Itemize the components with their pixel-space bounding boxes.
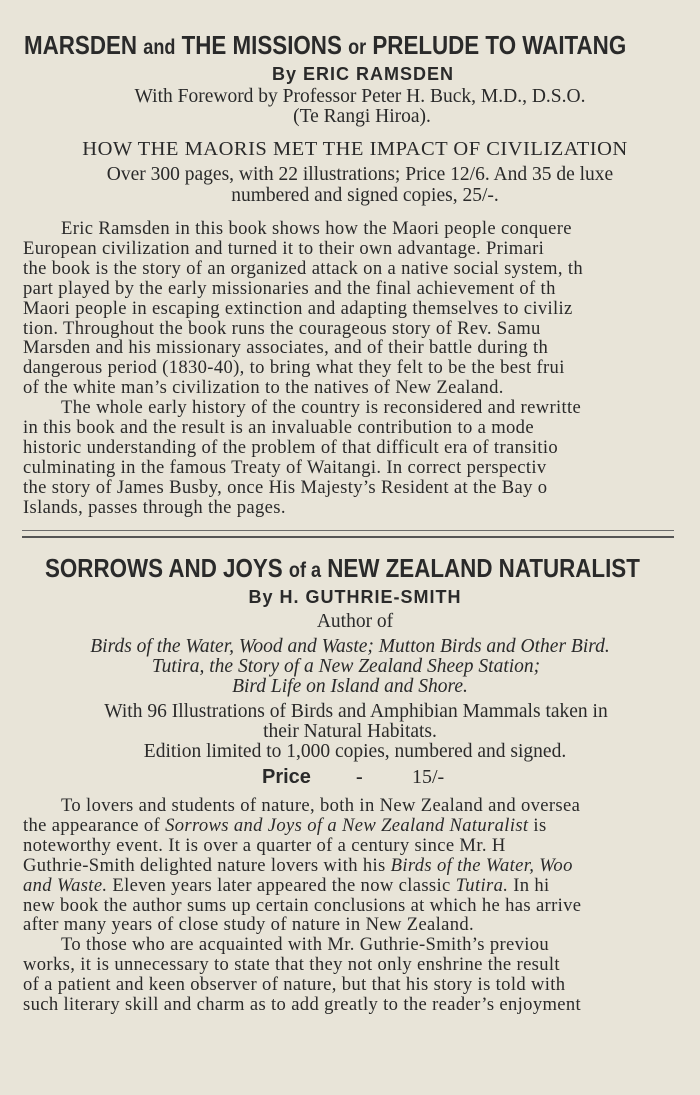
divider-rule <box>22 536 674 538</box>
price-value: 15/- <box>412 766 445 788</box>
text-line: The whole early history of the country is reconsidered and rewritte <box>61 397 582 419</box>
book1-foreword: With Foreword by Professor Peter H. Buck, M.D., D.S.O. <box>134 86 586 107</box>
text-line: Guthrie-Smith delighted nature lovers with his Birds of the Water, Woo <box>23 854 573 876</box>
text-line: and Waste. Eleven years later appeared the now classic Tutira. In hi <box>23 874 550 896</box>
title-part: SORROWS AND JOYS <box>45 553 283 583</box>
book2-works-3: Bird Life on Island and Shore. <box>232 676 468 697</box>
text-line: culminating in the famous Treaty of Waitangi. In correct perspectiv <box>23 456 547 478</box>
text-line: Eric Ramsden in this book shows how the Maori people conquere <box>61 219 572 239</box>
book2-description <box>23 796 700 1015</box>
text-line: of the white man’s civilization to the natives of New Zealand. <box>23 377 504 399</box>
book2-title <box>45 553 640 584</box>
book2-works: Birds of the Water, Wood and Waste; Mutton Birds and Other Bird. <box>90 636 610 657</box>
book2-author-of: Author of <box>316 611 394 632</box>
book1-description <box>23 219 700 518</box>
text-line: tion. Throughout the book runs the courageous story of Rev. Samu <box>23 317 541 339</box>
title-conjunction: or <box>348 36 367 59</box>
title-part: NEW ZEALAND NATURALIST <box>327 553 640 583</box>
text-line: noteworthy event. It is over a quarter of a century since Mr. H <box>23 834 506 856</box>
title-part: THE MISSIONS <box>181 30 342 60</box>
title-part: MARSDEN <box>24 30 138 60</box>
title-conjunction: and <box>143 36 176 59</box>
text-line: European civilization and turned it to their own advantage. Primari <box>23 237 545 259</box>
text-line: Maori people in escaping extinction and adapting themselves to civiliz <box>23 297 573 319</box>
book2-author: By H. GUTHRIE-SMITH <box>248 587 462 607</box>
text-line: part played by the early missionaries and the final achievement of th <box>23 277 556 299</box>
text-line: To lovers and students of nature, both in New Zealand and oversea <box>61 796 581 816</box>
book1-author: By ERIC RAMSDEN <box>271 64 455 84</box>
divider-rule <box>22 530 674 531</box>
price-dash: - <box>356 766 363 788</box>
price-label: Price <box>262 766 311 788</box>
book1-details-2: numbered and signed copies, 25/-. <box>231 185 499 206</box>
text-line: To those who are acquainted with Mr. Guthrie-Smith’s previou <box>61 934 550 956</box>
book1-details: Over 300 pages, with 22 illustrations; Price 12/6. And 35 de luxe <box>106 164 614 185</box>
text-line: Islands, passes through the pages. <box>23 496 286 518</box>
text-line: new book the author sums up certain conclusions at which he has arrive <box>23 894 582 916</box>
book1-foreword-name: (Te Rangi Hiroa). <box>293 106 431 127</box>
text-line: works, it is unnecessary to state that they not only enshrine the result <box>23 954 560 976</box>
book2-illustrations-2: their Natural Habitats. <box>263 721 437 742</box>
text-line: such literary skill and charm as to add greatly to the reader’s enjoyment <box>23 994 582 1015</box>
text-line: Marsden and his missionary associates, and of their battle during th <box>23 337 549 359</box>
book2-edition: Edition limited to 1,000 copies, numbered and signed. <box>143 741 567 762</box>
text-line: dangerous period (1830-40), to bring what they felt to be the best frui <box>23 357 565 379</box>
text-line: the story of James Busby, once His Majesty’s Resident at the Bay o <box>23 476 548 498</box>
text-line: historic understanding of the problem of that difficult era of transitio <box>23 436 559 458</box>
text-line: after many years of close study of nature in New Zealand. <box>23 914 475 936</box>
title-part: PRELUDE TO WAITANG <box>372 30 627 60</box>
book1-title <box>24 30 626 61</box>
text-line: the appearance of Sorrows and Joys of a New Zealand Naturalist is <box>23 814 547 836</box>
text-line: in this book and the result is an invaluable contribution to a mode <box>23 417 534 439</box>
title-conjunction: of a <box>288 559 322 582</box>
book2-illustrations: With 96 Illustrations of Birds and Amphibian Mammals taken in <box>104 701 608 722</box>
book2-works-2: Tutira, the Story of a New Zealand Sheep Station; <box>151 656 541 677</box>
text-line: of a patient and keen observer of nature, but that his story is told with <box>23 974 566 996</box>
book1-subtitle: HOW THE MAORIS MET THE IMPACT OF CIVILIZATION <box>82 138 628 160</box>
text-line: the book is the story of an organized attack on a native social system, th <box>23 257 583 279</box>
